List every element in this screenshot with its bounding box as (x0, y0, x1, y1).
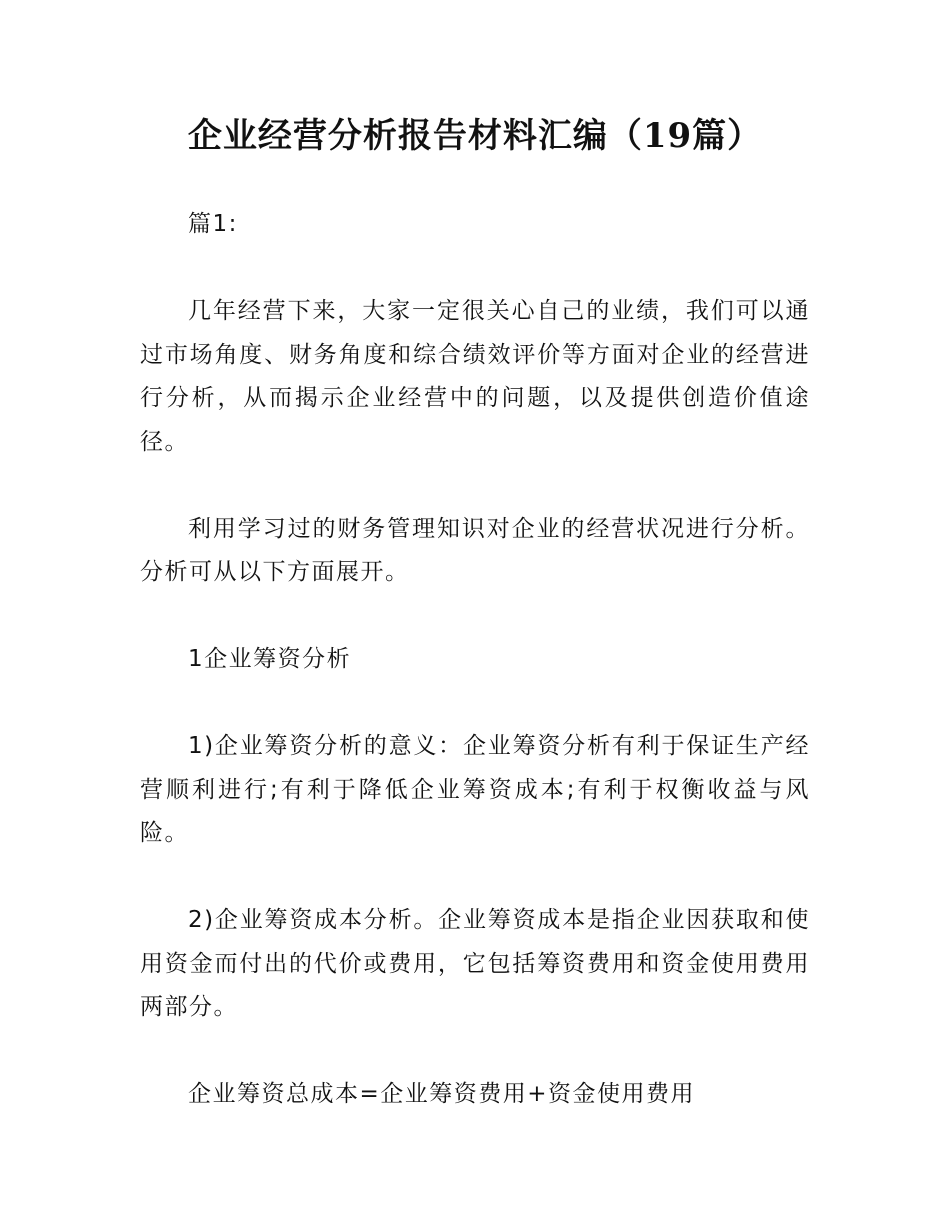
section-heading-part-1: 篇1: (188, 211, 238, 237)
section-heading-financing-analysis: 1企业筹资分析 (188, 646, 352, 672)
paragraph-analysis-scope: 利用学习过的财务管理知识对企业的经营状况进行分析。分析可从以下方面展开。 (140, 515, 810, 585)
paragraph-total-cost-formula: 企业筹资总成本=企业筹资费用+资金使用费用 (188, 1081, 696, 1107)
paragraph-financing-significance: 1)企业筹资分析的意义：企业筹资分析有利于保证生产经营顺利进行;有利于降低企业筹资成本;有利于权衡收益与风险。 (140, 733, 810, 846)
paragraph-intro: 几年经营下来，大家一定很关心自己的业绩，我们可以通过市场角度、财务角度和综合绩效评价等方面对企业的经营进行分析，从而揭示企业经营中的问题，以及提供创造价值途径。 (140, 298, 810, 455)
document-title: 企业经营分析报告材料汇编（19篇） (187, 116, 763, 156)
paragraph-financing-cost: 2)企业筹资成本分析。企业筹资成本是指企业因获取和使用资金而付出的代价或费用，它包括筹资费用和资金使用费用两部分。 (140, 907, 810, 1020)
document-body (140, 203, 810, 1117)
